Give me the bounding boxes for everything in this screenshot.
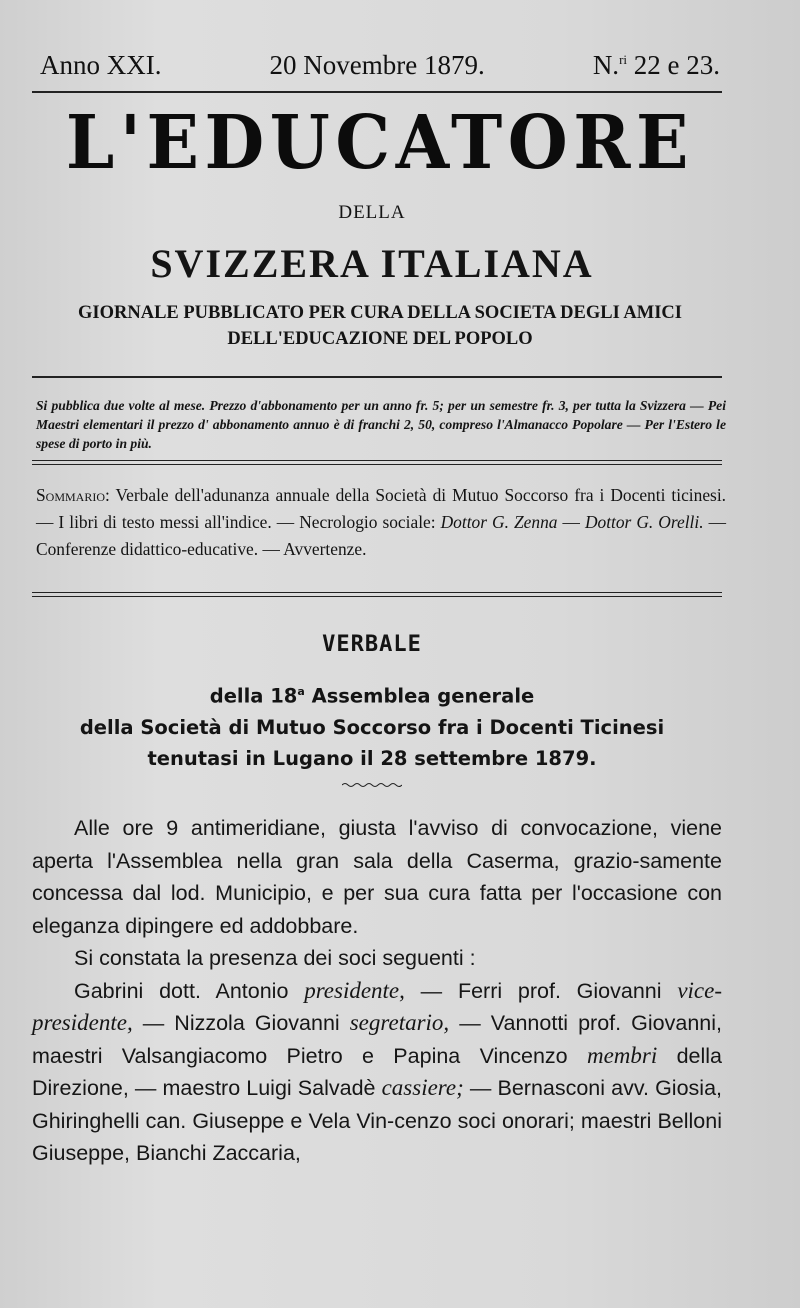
article-body [32, 812, 722, 1170]
sommario-name-2: Dottor G. Orelli. [584, 512, 704, 532]
issue-date: 20 Novembre 1879. [269, 50, 485, 80]
description-line-1: GIORNALE PUBBLICATO PER CURA DELLA SOCIETA DEGLI AMICI [78, 303, 682, 323]
paragraph-3: Gabrini dott. Antonio presidente, — Ferri prof. Giovanni vice-presidente, — Nizzola Giovanni segretario, — Vannotti prof. Giovanni, maestri Valsangiacomo Pietro e Papina Vincenzo membri della Direzione, — maestro Luigi Salvadè cassiere; — Bernasconi avv. Giosia, Ghiringhelli can. Giuseppe e Vela Vin-cenzo soci onorari; maestri Belloni Giuseppe, Bianchi Zaccaria, [32, 977, 722, 1165]
paragraph-1: Alle ore 9 antimeridiane, giusta l'avviso di convocazione, viene aperta l'Assemblea nella gran sala della Caserma, grazio-samente concessa dal lod. Municipio, e per sua cura fatta per l'occasione con eleganza dipingere ed addobbare. [32, 816, 722, 938]
sommario: Sommario: Verbale dell'adunanza annuale della Società di Mutuo Soccorso fra i Docenti ticinesi. — I libri di testo messi all'indice. — Necrologio sociale: Dottor G. Zenna — Dottor G. Orelli. — Conferenze didattico-educative. — Avvertenze. [36, 485, 726, 559]
masthead-subtitle: SVIZZERA ITALIANA [150, 241, 594, 286]
sommario-label: Sommario [36, 485, 106, 505]
paragraph-2: Si constata la presenza dei soci seguenti : [74, 946, 476, 970]
sommario-name-1: Dottor G. Zenna [440, 512, 558, 532]
issue-year: Anno XXI. [40, 50, 162, 80]
issue-numbers: N.$^{ri}$ 22 e 23. [592, 50, 720, 80]
sommario-text: Verbale dell'adunanza annuale della Società di Mutuo Soccorso fra i Docenti ticinesi. — I libri di testo messi all'indice. — Necrologio sociale: [36, 485, 726, 532]
article-subtitle-line-1: della 18$^a$ Assemblea generale [209, 684, 535, 708]
article-subtitle-line-3: tenutasi in Lugano il 28 settembre 1879. [147, 746, 597, 770]
wavy-ornament [342, 782, 402, 788]
sommario-text-end: — Conferenze didattico-educative. — Avvertenze. [36, 512, 726, 559]
masthead-rule [32, 376, 722, 378]
sommario-rule-bottom [32, 596, 722, 597]
masthead-title: L'EDUCATORE [65, 100, 695, 186]
subscription-rule-top [32, 460, 722, 461]
article-title: VERBALE [322, 632, 422, 657]
description-line-2: DELL'EDUCAZIONE DEL POPOLO [227, 329, 533, 349]
masthead-description [30, 300, 730, 352]
article-subtitle [0, 676, 744, 774]
issue-header [40, 50, 720, 81]
sommario-rule-top [32, 592, 722, 593]
header-rule [32, 91, 722, 93]
subscription-rule-bottom [32, 464, 722, 465]
article-subtitle-line-2: della Società di Mutuo Soccorso fra i Docenti Ticinesi [79, 715, 665, 739]
subscription-info: Si pubblica due volte al mese. Prezzo d'abbonamento per un anno fr. 5; per un semestre fr. 3, per tutta la Svizzera — Pei Maestri elementari il prezzo d' abbonamento annuo è di franchi 2, 50, compreso l'Almanacco Popolare — Per l'Estero le spese di porto in più. [36, 398, 726, 451]
masthead-della: DELLA [338, 202, 406, 223]
